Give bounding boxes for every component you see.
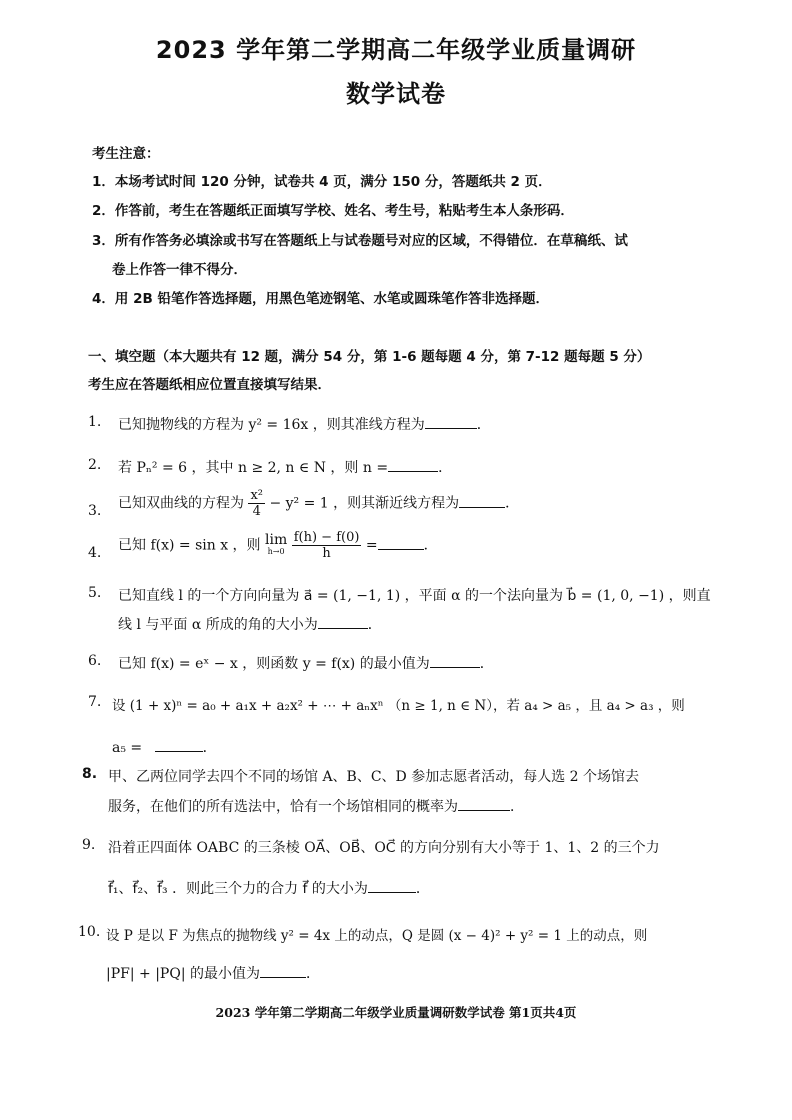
question-4: 已知 f(x) = sin x ，则 lim h→0 $\frac{f(h) - f(0)}{h}$ = ． xyxy=(118,530,438,561)
question-number: 9. xyxy=(82,837,96,853)
question-2: 若 Pₙ² = 6 ，其中 n ≥ 2, n ∈ N ，则 n = ． xyxy=(118,460,453,476)
question-1: 已知抛物线的方程为 y² = 16x ，则其准线方程为 ． xyxy=(118,417,491,433)
question-6: 已知 f(x) = eˣ − x ，则函数 y = f(x) 的最小值为 ． xyxy=(118,656,494,672)
question-text: |PF| + |PQ| 的最小值为 xyxy=(106,966,260,982)
section-instruction: 考生应在答题纸相应位置直接填写结果． xyxy=(88,377,331,393)
answer-blank xyxy=(368,880,416,893)
answer-blank xyxy=(430,655,480,668)
fraction-denominator: h xyxy=(322,546,331,561)
question-text: 设 (1 + x)ⁿ = a₀ + a₁x + a₂x² + ⋯ + aₙxⁿ （n ≥ 1, n ∈ N），若 a₄ > a₅ ，且 a₄ > a₃ ，则 xyxy=(112,698,685,714)
page-footer: 2023 学年第二学期高二年级学业质量调研数学试卷 第1页共4页 xyxy=(215,1005,577,1020)
fraction-numerator: x² xyxy=(250,488,263,503)
limit-operator xyxy=(265,531,288,558)
question-number: 7. xyxy=(88,694,102,710)
question-text: 已知 f(x) = eˣ − x ，则函数 y = f(x) 的最小值为 xyxy=(118,656,430,672)
question-text: − y² = 1 ，则其渐近线方程为 xyxy=(269,495,460,512)
question-number: 10. xyxy=(78,924,101,940)
question-number: 2. xyxy=(88,457,102,473)
section-heading: 一、填空题（本大题共有 12 题，满分 54 分，第 1-6 题每题 4 分，第 7-12 题每题 5 分） xyxy=(88,349,651,365)
notice-item: 4．用 2B 铅笔作答选择题，用黑色笔迹钢笔、水笔或圆珠笔作答非选择题． xyxy=(92,291,549,307)
question-text: 若 Pₙ² = 6 ，其中 n ≥ 2, n ∈ N ，则 n = xyxy=(118,460,389,476)
question-number: 4. xyxy=(88,545,102,561)
notice-heading: 考生注意： xyxy=(92,146,160,162)
fraction xyxy=(292,530,362,561)
notice-item: 3．所有作答务必填涂或书写在答题纸上与试卷题号对应的区域，不得错位．在草稿纸、试 xyxy=(92,233,628,249)
answer-blank xyxy=(260,965,306,978)
question-text: a₅ = xyxy=(112,740,143,756)
notice-item: 卷上作答一律不得分． xyxy=(112,262,247,278)
limit-label: lim xyxy=(265,531,288,548)
question-number: 6. xyxy=(88,653,102,669)
answer-blank xyxy=(318,616,368,629)
question-number: 3. xyxy=(88,503,102,519)
question-number: 8. xyxy=(82,766,98,782)
limit-subscript: h→0 xyxy=(267,546,285,556)
question-text: 沿着正四面体 OABC 的三条棱 OA⃗、OB⃗、OC⃗ 的方向分别有大小等于 1、1、2 的三个力 xyxy=(108,840,660,856)
question-10-line2: |PF| + |PQ| 的最小值为 ． xyxy=(106,966,320,982)
question-number: 1. xyxy=(88,414,102,430)
fraction-numerator: f(h) − f(0) xyxy=(293,530,360,545)
question-text: 已知直线 l 的一个方向向量为 a⃗ = (1, −1, 1) ，平面 α 的一个法向量为 b⃗ = (1, 0, −1) ，则直 xyxy=(118,588,711,604)
notice-item: 1．本场考试时间 120 分钟，试卷共 4 页，满分 150 分，答题纸共 2 页． xyxy=(92,174,552,190)
question-8-line2: 服务，在他们的所有选法中，恰有一个场馆相同的概率为 ． xyxy=(108,799,524,815)
notice-item: 2．作答前，考生在答题纸正面填写学校、姓名、考生号，粘贴考生本人条形码． xyxy=(92,203,574,219)
answer-blank xyxy=(388,459,438,472)
question-7-line2: a₅ = ． xyxy=(112,740,217,756)
question-text: 已知双曲线的方程为 xyxy=(118,495,244,512)
question-text: f⃗₁、f⃗₂、f⃗₃ ．则此三个力的合力 f⃗ 的大小为 xyxy=(108,881,368,897)
question-text: 服务，在他们的所有选法中，恰有一个场馆相同的概率为 xyxy=(108,799,458,815)
fraction xyxy=(248,488,265,519)
page-subtitle: 数学试卷 xyxy=(346,80,446,108)
question-text: 线 l 与平面 α 所成的角的大小为 xyxy=(118,617,318,633)
question-3: 已知双曲线的方程为 $\frac{\text{x²}}{4}$ − y² = 1 ，则其渐近线方程为 ． xyxy=(118,488,520,519)
question-number: 5. xyxy=(88,585,102,601)
question-9-line2: f⃗₁、f⃗₂、f⃗₃ ．则此三个力的合力 f⃗ 的大小为 ． xyxy=(108,881,430,897)
question-text: 甲、乙两位同学去四个不同的场馆 A、B、C、D 参加志愿者活动，每人选 2 个场馆去 xyxy=(108,769,640,785)
question-5-line2: 线 l 与平面 α 所成的角的大小为 ． xyxy=(118,617,382,633)
question-text: 已知 f(x) = sin x ，则 xyxy=(118,537,261,554)
question-text: = xyxy=(365,537,378,554)
fraction-denominator: 4 xyxy=(252,504,261,519)
question-text: 已知抛物线的方程为 y² = 16x ，则其准线方程为 xyxy=(118,417,425,433)
answer-blank xyxy=(459,495,505,508)
page-title: 2023 学年第二学期高二年级学业质量调研 xyxy=(155,36,637,64)
answer-blank xyxy=(425,416,477,429)
answer-blank xyxy=(378,537,424,550)
question-text: 设 P 是以 F 为焦点的抛物线 y² = 4x 上的动点，Q 是圆 (x − 4)² + y² = 1 上的动点，则 xyxy=(106,928,648,944)
answer-blank xyxy=(155,739,203,752)
answer-blank xyxy=(458,798,510,811)
